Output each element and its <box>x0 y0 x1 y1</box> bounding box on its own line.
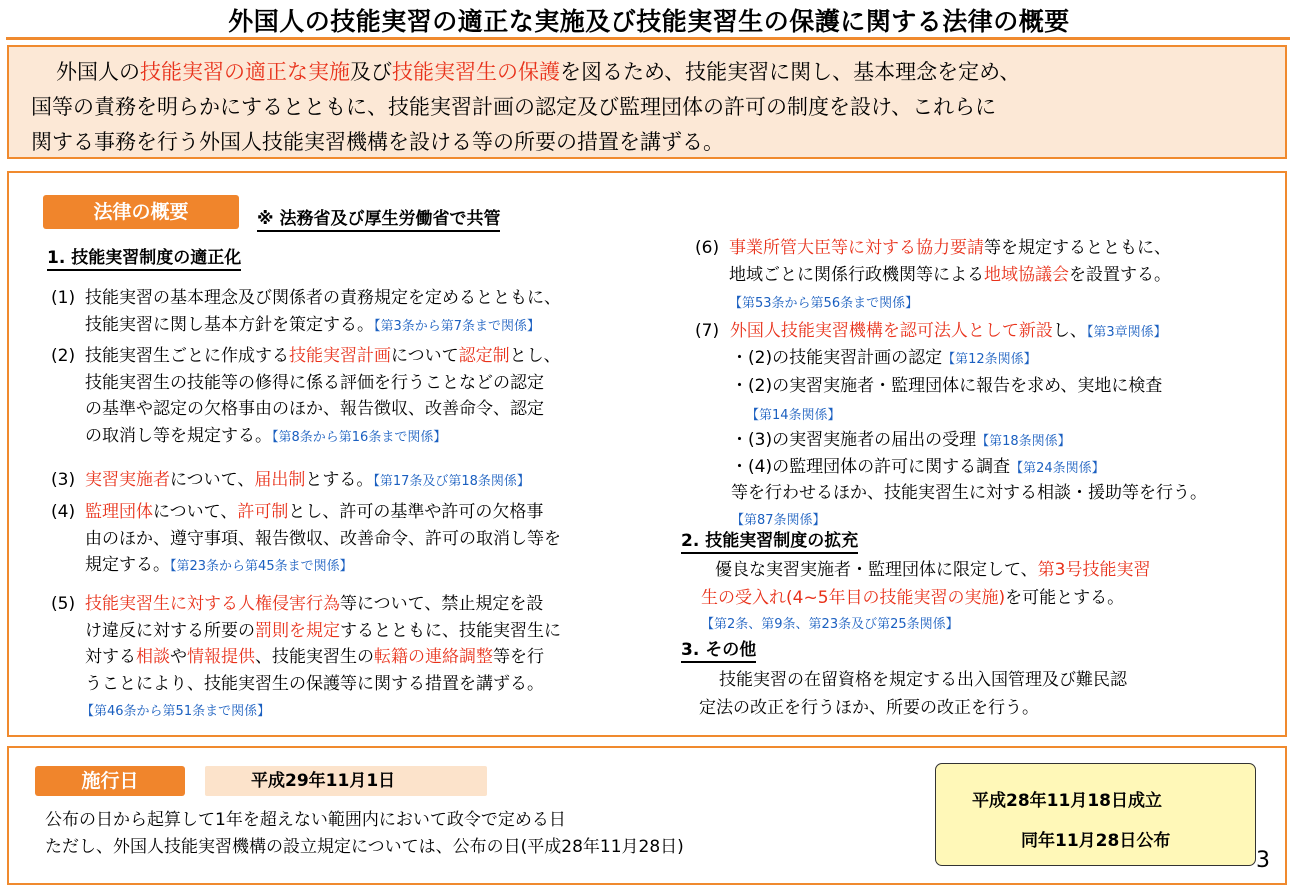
item-text: うことにより、技能実習生の保護等に関する措置を講ずる。 <box>85 673 544 694</box>
intro-text: 外国人の <box>56 60 140 84</box>
item-7-sub-4 <box>731 454 1105 482</box>
article-reference: 【第46条から第51条まで関係】 <box>81 704 271 719</box>
article-reference: 【第87条関係】 <box>731 513 826 528</box>
item-text: や <box>170 647 187 667</box>
enforcement-text-2: ただし、外国人技能実習機構の設立規定については、公布の日(平成28年11月28日) <box>45 837 684 857</box>
intro-highlight: 技能実習の適正な実施 <box>140 60 350 84</box>
item-1 <box>51 285 671 340</box>
intro-line-1 <box>31 55 1271 90</box>
item-number: (5) <box>51 594 76 614</box>
article-reference: 【第3条から第7条まで関係】 <box>374 318 541 334</box>
item-number: (3) <box>51 470 76 490</box>
item-7-sub-3 <box>731 427 1071 455</box>
promulgated-date: 同年11月28日公布 <box>1021 831 1171 851</box>
item-text: を可能とする。 <box>1005 588 1125 608</box>
overview-badge: 法律の概要 <box>43 195 239 229</box>
shared-jurisdiction-note: ※ 法務省及び厚生労働省で共管 <box>257 208 500 232</box>
item-text: 技能実習の基本理念及び関係者の責務規定を定めるとともに、 <box>85 288 561 308</box>
enforcement-date: 平成29年11月1日 <box>205 766 487 796</box>
article-reference: 【第23条から第45条まで関係】 <box>170 559 353 574</box>
item-text: ・(2)の技能実習計画の認定 <box>731 348 943 368</box>
item-highlight: 技能実習生に対する人権侵害行為 <box>85 594 340 614</box>
item-text: するとともに、技能実習生に <box>340 620 561 641</box>
item-highlight: 監理団体 <box>85 502 153 522</box>
item-highlight: 許可制 <box>237 502 289 522</box>
section-2-line-2 <box>701 585 1124 611</box>
item-highlight: 技能実習計画 <box>289 346 391 366</box>
item-highlight: 罰則を規定 <box>255 620 340 641</box>
section-3-line-2: 定法の改正を行うほか、所要の改正を行う。 <box>699 698 1039 718</box>
intro-line-2: 国等の責務を明らかにするとともに、技能実習計画の認定及び監理団体の許可の制度を設け、これらに <box>31 95 997 119</box>
item-text: 地域ごとに関係行政機関等による <box>729 264 984 285</box>
item-5 <box>51 591 671 697</box>
intro-text: 及び <box>350 60 392 84</box>
item-text: け違反に対する所要の <box>85 620 255 641</box>
item-highlight: 地域協議会 <box>984 264 1069 285</box>
item-highlight: 転籍の連絡調整 <box>374 647 493 667</box>
intro-box <box>7 45 1287 159</box>
item-7-tail: 等を行わせるほか、技能実習生に対する相談・援助等を行う。 <box>731 483 1207 503</box>
overview-panel <box>7 171 1287 737</box>
item-text: 、技能実習生の <box>255 647 374 667</box>
item-highlight: 生の受入れ(4~5年目の技能実習の実施) <box>701 588 1006 608</box>
item-text: 規定する。 <box>85 555 170 575</box>
item-text: とし、 <box>509 346 561 366</box>
enforcement-badge: 施行日 <box>35 766 185 796</box>
section-2-line-1 <box>715 557 1151 583</box>
article-reference: 【第24条関係】 <box>1010 461 1105 476</box>
intro-text: を図るため、技能実習に関し、基本理念を定め、 <box>560 60 1021 84</box>
section-1-heading: 1. 技能実習制度の適正化 <box>47 247 241 271</box>
item-text: 優良な実習実施者・監理団体に限定して、 <box>715 560 1038 580</box>
item-text: 等を規定するとともに、 <box>984 238 1171 258</box>
item-text: とする。 <box>305 470 374 490</box>
item-highlight: 第3号技能実習 <box>1037 560 1151 580</box>
article-reference: 【第2条、第9条、第23条及び第25条関係】 <box>701 617 959 632</box>
section-3-heading: 3. その他 <box>681 639 756 663</box>
article-reference: 【第8条から第16条まで関係】 <box>272 429 447 445</box>
enforcement-panel <box>7 746 1287 885</box>
item-number: (4) <box>51 502 76 522</box>
item-text: の基準や認定の欠格事由のほか、報告徴収、改善命令、認定 <box>85 399 544 419</box>
item-text: について、 <box>170 470 255 490</box>
section-3-line-1: 技能実習の在留資格を規定する出入国管理及び難民認 <box>719 670 1127 690</box>
item-text: を設置する。 <box>1069 264 1171 285</box>
page-title: 外国人の技能実習の適正な実施及び技能実習生の保護に関する法律の概要 <box>228 7 1070 36</box>
article-reference: 【第14条関係】 <box>746 408 841 423</box>
intro-line-3: 関する事務を行う外国人技能実習機構を設ける等の所要の措置を講ずる。 <box>31 130 724 154</box>
item-text: 由のほか、遵守事項、報告徴収、改善命令、許可の取消し等を <box>85 528 561 549</box>
item-7-sub-1 <box>731 345 1037 373</box>
item-4 <box>51 499 671 581</box>
item-text: ・(4)の監理団体の許可に関する調査 <box>731 457 1011 477</box>
item-highlight: 外国人技能実習機構を認可法人として新設 <box>729 321 1053 341</box>
item-text: ・(3)の実習実施者の届出の受理 <box>731 430 977 450</box>
item-number: (1) <box>51 288 76 308</box>
article-reference: 【第3章関係】 <box>1086 325 1167 340</box>
item-text: について、 <box>153 502 238 522</box>
item-text: 等を行 <box>493 647 544 667</box>
section-2-heading: 2. 技能実習制度の拡充 <box>681 530 858 554</box>
item-text: について <box>391 346 459 366</box>
item-highlight: 事業所管大臣等に対する協力要請 <box>729 238 984 258</box>
item-text: とし、許可の基準や許可の欠格事 <box>288 502 544 522</box>
article-reference: 【第53条から第56条まで関係】 <box>729 296 919 311</box>
item-7-heading <box>695 318 1167 346</box>
item-7-sub-2: ・(2)の実習実施者・監理団体に報告を求め、実地に検査 <box>731 376 1163 396</box>
item-2 <box>51 343 671 451</box>
item-text: 等について、禁止規定を設 <box>340 594 544 614</box>
item-6 <box>695 235 1275 288</box>
passed-date: 平成28年11月18日成立 <box>972 791 1162 811</box>
item-highlight: 認定制 <box>458 346 510 366</box>
article-reference: 【第12条関係】 <box>942 352 1037 367</box>
item-highlight: 届出制 <box>254 470 306 490</box>
item-highlight: 実習実施者 <box>85 470 170 490</box>
page-number: 3 <box>1256 848 1270 873</box>
item-highlight: 情報提供 <box>187 647 255 667</box>
article-reference: 【第17条及び第18条関係】 <box>373 474 530 489</box>
item-number: (7) <box>695 321 720 341</box>
enforcement-text-1: 公布の日から起算して1年を超えない範囲内において政令で定める日 <box>45 810 566 830</box>
item-number: (6) <box>695 238 720 258</box>
item-text: 技能実習に関し基本方針を策定する。 <box>85 314 374 335</box>
passage-note <box>935 763 1256 866</box>
title-divider <box>6 37 1290 40</box>
item-text: 技能実習生の技能等の修得に係る評価を行うことなどの認定 <box>85 372 544 393</box>
item-text: 技能実習生ごとに作成する <box>85 346 289 366</box>
item-text: 対する <box>85 647 136 667</box>
item-highlight: 相談 <box>136 647 170 667</box>
item-3 <box>51 467 671 496</box>
item-number: (2) <box>51 346 76 366</box>
intro-highlight: 技能実習生の保護 <box>392 60 560 84</box>
item-text: し、 <box>1052 321 1087 341</box>
item-text: の取消し等を規定する。 <box>85 425 272 446</box>
article-reference: 【第18条関係】 <box>976 434 1071 449</box>
